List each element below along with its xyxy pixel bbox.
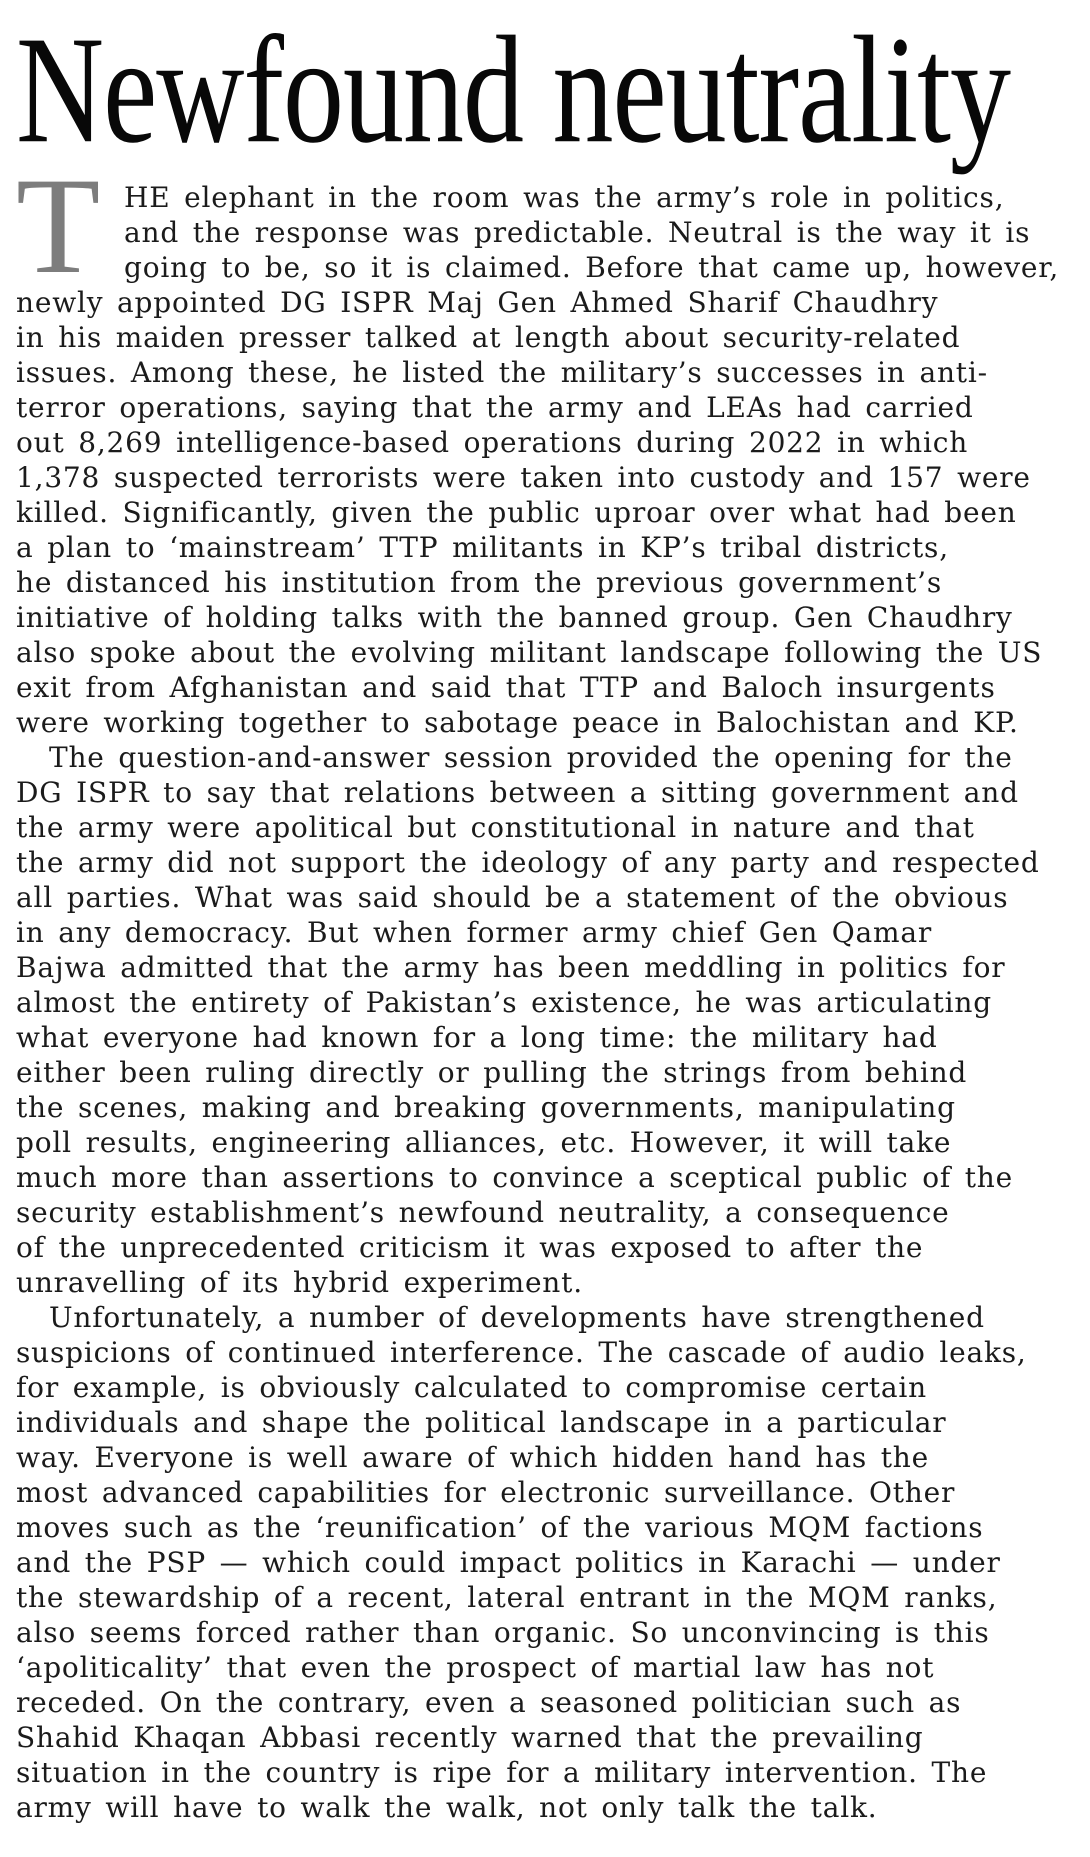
text-line: the stewardship of a recent, lateral entrant in the MQM ranks, xyxy=(16,1581,998,1614)
text-line: security establishment’s newfound neutrality, a consequence xyxy=(16,1196,950,1229)
text-line: most advanced capabilities for electronic surveillance. Other xyxy=(16,1476,956,1509)
text-line: out 8,269 intelligence-based operations during 2022 in which xyxy=(16,426,969,459)
text-line: going to be, so it is claimed. Before that came up, however, xyxy=(124,251,1060,284)
article-body xyxy=(0,149,1090,1825)
text-line: Bajwa admitted that the army has been meddling in politics for xyxy=(16,951,1006,984)
text-line: way. Everyone is well aware of which hidden hand has the xyxy=(16,1441,930,1474)
text-line: issues. Among these, he listed the military’s successes in anti- xyxy=(16,356,988,389)
text-line: HE elephant in the room was the army’s role in politics, xyxy=(124,181,1005,214)
text-line: all parties. What was said should be a statement of the obvious xyxy=(16,881,1009,914)
text-line: individuals and shape the political landscape in a particular xyxy=(16,1406,947,1439)
text-line: also seems forced rather than organic. So unconvincing is this xyxy=(16,1616,990,1649)
text-line: Unfortunately, a number of developments have strengthened xyxy=(49,1301,985,1334)
drop-cap-letter: T xyxy=(16,149,101,302)
text-line: much more than assertions to convince a sceptical public of the xyxy=(16,1161,1013,1194)
text-line: what everyone had known for a long time: the military had xyxy=(16,1021,938,1054)
text-line: army will have to walk the walk, not only talk the talk. xyxy=(16,1791,878,1824)
text-line: ‘apoliticality’ that even the prospect of martial law has not xyxy=(16,1651,935,1684)
text-line: and the response was predictable. Neutral is the way it is xyxy=(124,216,1031,249)
paragraph-1 xyxy=(16,149,1074,740)
text-line: suspicions of continued interference. The cascade of audio leaks, xyxy=(16,1336,1027,1369)
text-line: unravelling of its hybrid experiment. xyxy=(16,1266,583,1299)
text-line: terror operations, saying that the army and LEAs had carried xyxy=(16,391,974,424)
text-line: situation in the country is ripe for a military intervention. The xyxy=(16,1756,988,1789)
text-line: 1,378 suspected terrorists were taken into custody and 157 were xyxy=(16,461,1031,494)
text-line: of the unprecedented criticism it was exposed to after the xyxy=(16,1231,924,1264)
text-line: exit from Afghanistan and said that TTP and Baloch insurgents xyxy=(16,671,996,704)
paragraph-3 xyxy=(16,1300,1074,1825)
text-line: were working together to sabotage peace in Balochistan and KP. xyxy=(16,706,1019,739)
paragraph-2 xyxy=(16,740,1074,1300)
text-line: the army did not support the ideology of any party and respected xyxy=(16,846,1040,879)
text-line: either been ruling directly or pulling the strings from behind xyxy=(16,1056,968,1089)
paragraph-1-lines xyxy=(16,285,1074,740)
text-line: initiative of holding talks with the banned group. Gen Chaudhry xyxy=(16,601,1013,634)
paragraph-1-dropcap-lines xyxy=(16,149,1074,302)
text-line: in any democracy. But when former army chief Gen Qamar xyxy=(16,916,933,949)
text-line: newly appointed DG ISPR Maj Gen Ahmed Sharif Chaudhry xyxy=(16,286,939,319)
text-line: killed. Significantly, given the public uproar over what had been xyxy=(16,496,1017,529)
text-line: in his maiden presser talked at length about security-related xyxy=(16,321,961,354)
text-line: also spoke about the evolving militant landscape following the US xyxy=(16,636,1043,669)
text-line: for example, is obviously calculated to compromise certain xyxy=(16,1371,927,1404)
text-line: the scenes, making and breaking governments, manipulating xyxy=(16,1091,956,1124)
text-line: Shahid Khaqan Abbasi recently warned that the prevailing xyxy=(16,1721,924,1754)
text-line: almost the entirety of Pakistan’s existence, he was articulating xyxy=(16,986,992,1019)
text-line: moves such as the ‘reunification’ of the various MQM factions xyxy=(16,1511,984,1544)
text-line: and the PSP — which could impact politics in Karachi — under xyxy=(16,1546,1001,1579)
text-line: DG ISPR to say that relations between a sitting government and xyxy=(16,776,1019,809)
text-line: a plan to ‘mainstream’ TTP militants in KP’s tribal districts, xyxy=(16,531,949,564)
text-line: he distanced his institution from the previous government’s xyxy=(16,566,943,599)
article-headline: Newfound neutrality xyxy=(16,5,1010,176)
text-line: The question-and-answer session provided the opening for the xyxy=(49,741,1013,774)
text-line: receded. On the contrary, even a seasoned politician such as xyxy=(16,1686,962,1719)
text-line: poll results, engineering alliances, etc. However, it will take xyxy=(16,1126,952,1159)
text-line: the army were apolitical but constitutional in nature and that xyxy=(16,811,975,844)
